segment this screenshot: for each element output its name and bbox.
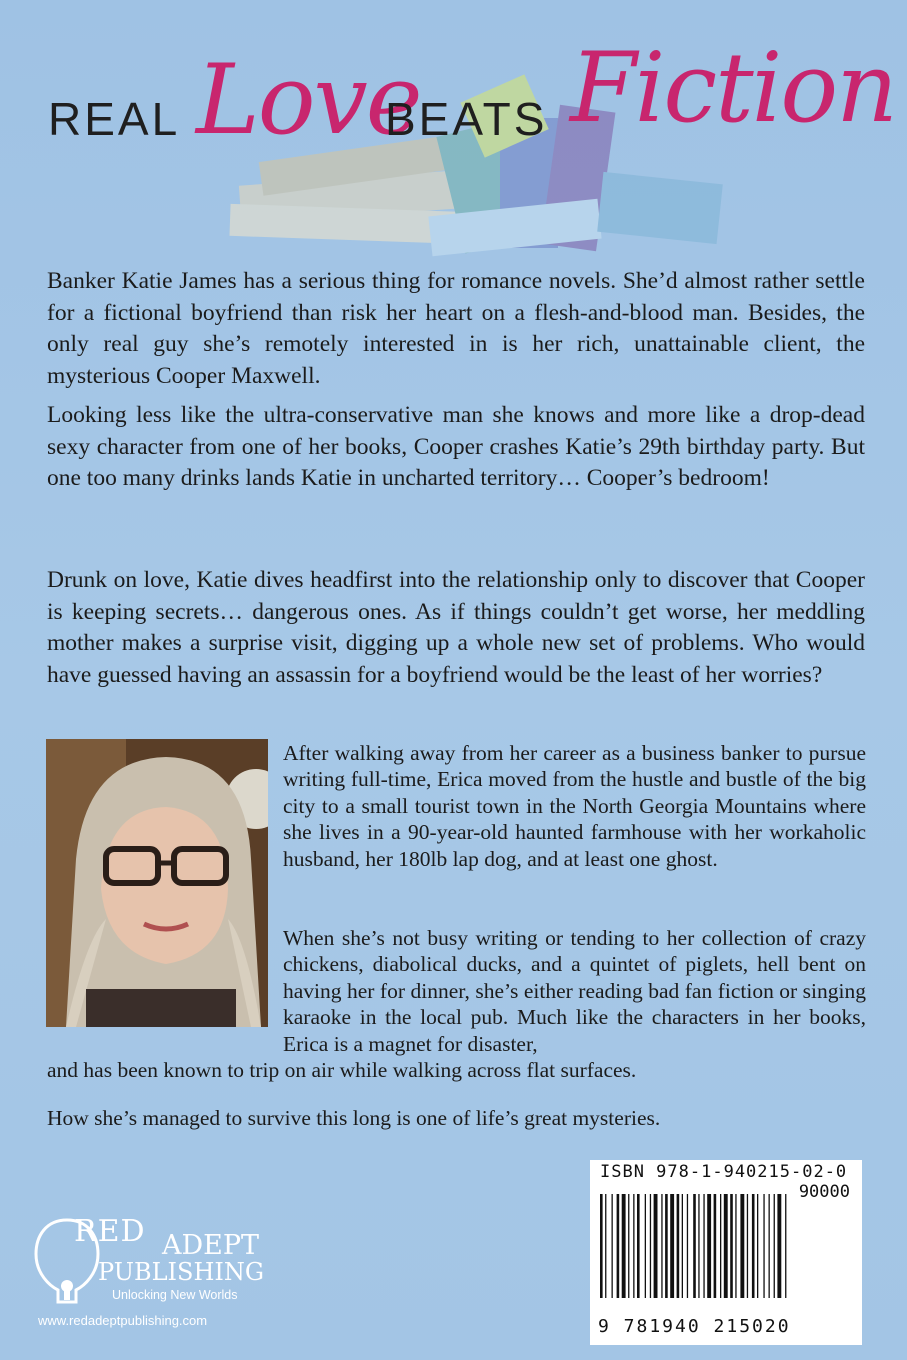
isbn-label: ISBN 978-1-940215-02-0 — [600, 1162, 848, 1182]
isbn-barcode — [590, 1160, 862, 1345]
publisher-name-red: RED — [74, 1214, 146, 1249]
title-word-beats: BEATS — [385, 93, 548, 145]
blurb-paragraph: Looking less like the ultra-conservative man she knows and more like a drop-dead sexy character from one of her books, Cooper crashes Katie’s 29th birthday party. But one too many drinks lands Katie in uncharted territory… Cooper’s bedroom! — [47, 402, 865, 492]
author-bio-closing: How she’s managed to survive this long is one of life’s great mysteries. — [47, 1106, 661, 1130]
blurb-paragraph: Banker Katie James has a serious thing for romance novels. She’d almost rather settle for a fictional boyfriend than risk her heart on a flesh-and-blood man. Besides, the only real guy she’s remotely interested in is her rich, unattainable client, the mysterious Cooper Maxwell. — [47, 268, 865, 389]
publisher-name-adept: ADEPT — [162, 1230, 260, 1261]
title-word-real: REAL — [48, 93, 181, 145]
author-bio-paragraph: After walking away from her career as a business banker to pursue writing full-time, Erica moved from the hustle and bustle of the big city to a small tourist town in the North Georgia Mountains where she lives in a 90-year-old haunted farmhouse with her workaholic husband, her 180lb lap dog, and at least one ghost. — [283, 741, 866, 871]
publisher-logo — [28, 1200, 265, 1310]
publisher-url: www.redadeptpublishing.com — [38, 1313, 208, 1328]
title-word-fiction: Fiction — [570, 32, 896, 144]
author-bio-paragraph: When she’s not busy writing or tending to her collection of crazy chickens, diabolical ducks, and a quintet of piglets, hell bent on having her for dinner, she’s either reading bad fan fiction or singing karaoke in the local pub. Much like the characters in her books, Erica is a magnet for disaster, — [283, 926, 866, 1056]
blurb-paragraph: Drunk on love, Katie dives headfirst into the relationship only to discover that Cooper is keeping secrets… dangerous ones. As if things couldn’t get worse, her meddling mother makes a surprise visit, digging up a whole new set of problems. Who would have guessed having an assassin for a boyfriend would be the least of her worries? — [47, 567, 865, 688]
barcode-bars — [600, 1184, 852, 1304]
author-photo — [46, 739, 268, 1027]
publisher-tagline: Unlocking New Worlds — [112, 1288, 238, 1302]
isbn-digits: 9 781940 215020 — [598, 1316, 791, 1337]
publisher-name-publishing: PUBLISHING — [98, 1258, 265, 1286]
cover-title — [0, 0, 907, 200]
title-word-love: Love — [196, 44, 421, 156]
author-bio-paragraph-continued: and has been known to trip on air while walking across flat surfaces. — [47, 1058, 637, 1082]
price-code: 90000 — [798, 1182, 850, 1202]
